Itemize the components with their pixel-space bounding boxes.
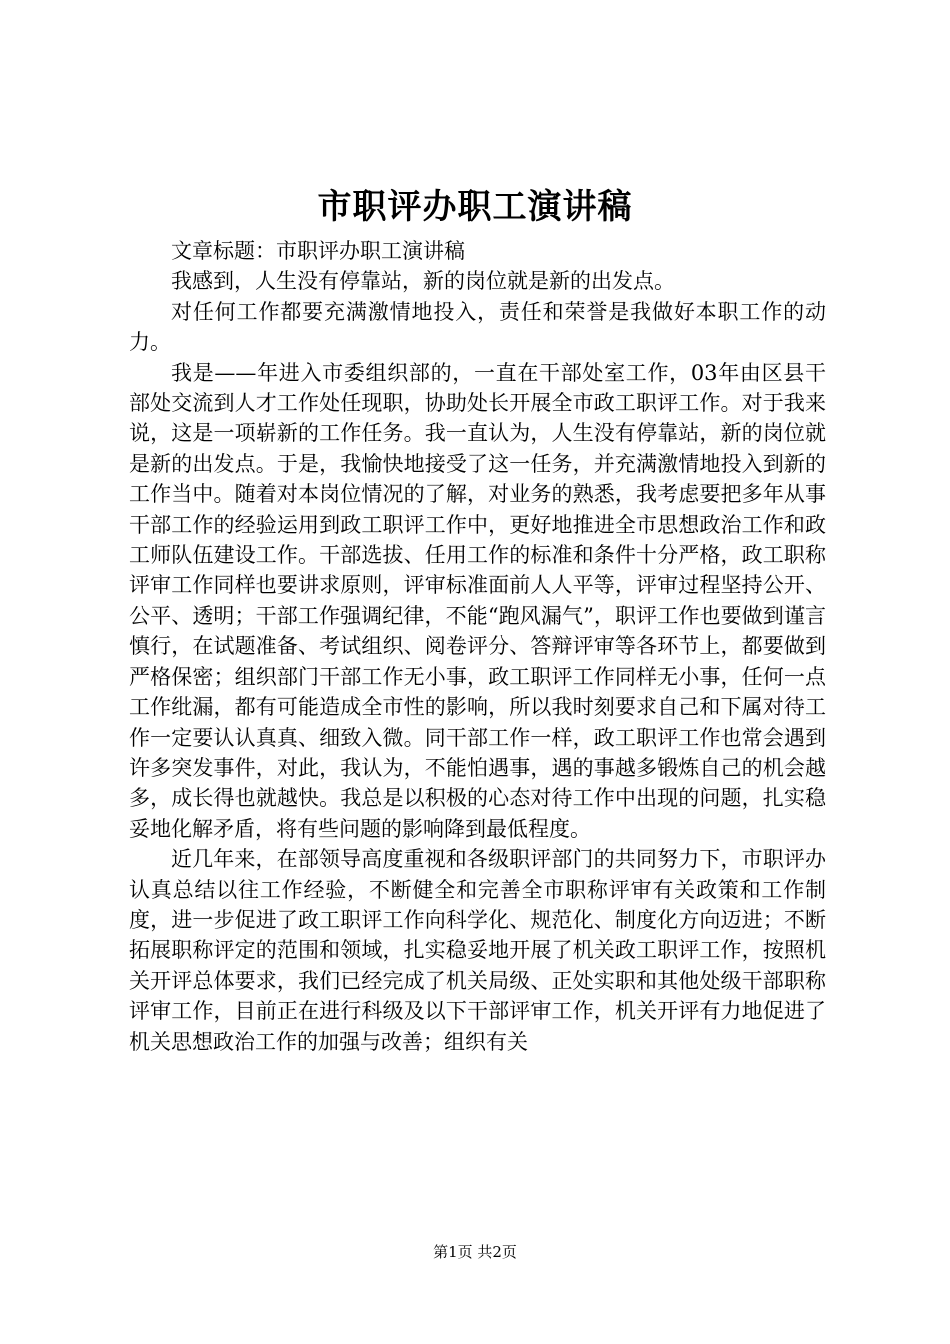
paragraph-2: 对任何工作都要充满激情地投入，责任和荣誉是我做好本职工作的动力。 xyxy=(129,299,826,355)
paragraph-article-title: 文章标题：市职评办职工演讲稿 xyxy=(171,239,465,263)
paragraph-1: 我感到，人生没有停靠站，新的岗位就是新的出发点。 xyxy=(171,269,675,294)
paragraph-4: 近几年来，在部领导高度重视和各级职评部门的共同努力下，市职评办认真总结以往工作经验，不断健全和完善全市职称评审有关政策和工作制度，进一步促进了政工职评工作向科学化、规范化、制度化方向迈进；不断拓展职称评定的范围和领域，扎实稳妥地开展了机关政工职评工作，按照机关开评总体要求，我们已经完成了机关局级、正处实职和其他处级干部职称评审工作，目前正在进行科级及以下干部评审工作，机关开评有力地促进了机关思想政治工作的加强与改善；组织有关 xyxy=(129,847,826,1054)
document-title: 市职评办职工演讲稿 xyxy=(317,187,633,227)
paragraph-3: 我是——年进入市委组织部的，一直在干部处室工作，03年由区县干部处交流到人才工作处任现职，协助处长开展全市政工职评工作。对于我来说，这是一项崭新的工作任务。我一直认为，人生没有停靠站，新的岗位就是新的出发点。于是，我愉快地接受了这一任务，并充满激情地投入到新的工作当中。随着对本岗位情况的了解，对业务的熟悉，我考虑要把多年从事干部工作的经验运用到政工职评工作中，更好地推进全市思想政治工作和政工师队伍建设工作。干部选拔、任用工作的标准和条件十分严格，政工职称评审工作同样也要讲求原则，评审标准面前人人平等，评审过程坚持公开、公平、透明；干部工作强调纪律，不能“跑风漏气”，职评工作也要做到谨言慎行，在试题准备、考试组织、阅卷评分、答辩评审等各环节上，都要做到严格保密；组织部门干部工作无小事，政工职评工作同样无小事，任何一点工作纰漏，都有可能造成全市性的影响，所以我时刻要求自己和下属对待工作一定要认认真真、细致入微。同干部工作一样，政工职评工作也常会遇到许多突发事件，对此，我认为，不能怕遇事，遇的事越多锻炼自己的机会越多，成长得也就越快。我总是以积极的心态对待工作中出现的问题，扎实稳妥地化解矛盾，将有些问题的影响降到最低程度。 xyxy=(129,360,826,841)
document-body xyxy=(129,236,826,1057)
page-footer: 第1页 共2页 xyxy=(433,1243,517,1261)
